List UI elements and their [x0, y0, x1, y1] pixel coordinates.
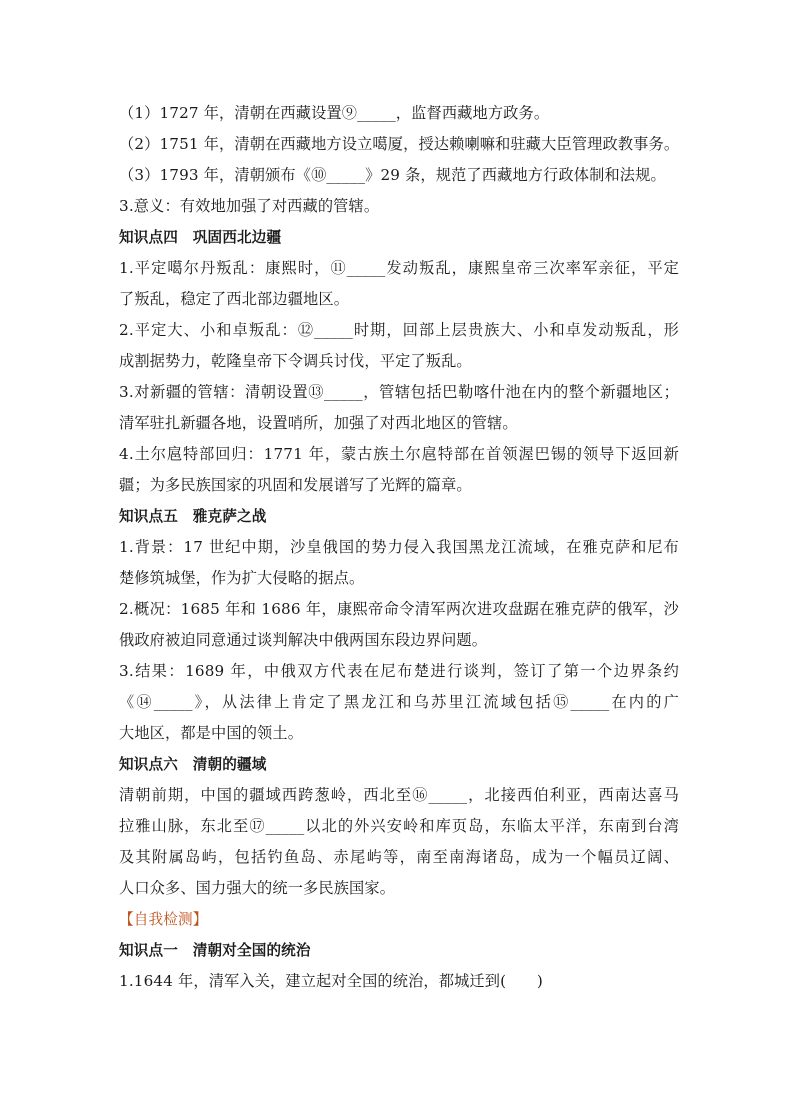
text-line: 人口众多、国力强大的统一多民族国家。: [119, 879, 396, 897]
text-line: 楚修筑城堡，作为扩大侵略的据点。: [119, 569, 365, 587]
text-line: 1.背景：17 世纪中期，沙皇俄国的势力侵入我国黑龙江流域，在雅克萨和尼布: [119, 538, 679, 556]
section-heading: 知识点五 雅克萨之战: [119, 508, 267, 525]
text-line: 3.意义：有效地加强了对西藏的管辖。: [119, 197, 380, 215]
text-line: 清军驻扎新疆各地，设置哨所，加强了对西北地区的管辖。: [119, 414, 518, 432]
text-line: 清朝前期，中国的疆域西跨葱岭，西北至⑯_____，北接西伯利亚，西南达喜马: [119, 786, 679, 804]
text-line: （2）1751 年，清朝在西藏地方设立噶厦，授达赖喇嘛和驻藏大臣管理政教事务。: [119, 135, 679, 153]
text-line: （3）1793 年，清朝颁布《⑩_____》29 条，规范了西藏地方行政体制和法规。: [119, 166, 666, 184]
text-line: 疆；为多民族国家的巩固和发展谱写了光辉的篇章。: [119, 476, 472, 494]
text-line: 大地区，都是中国的领土。: [119, 724, 304, 742]
self-check-tag: 【自我检测】: [119, 911, 208, 928]
text-line: 1.平定噶尔丹叛乱：康熙时，⑪_____发动叛乱，康熙皇帝三次率军亲征，平定: [119, 259, 679, 277]
text-line: 3.结果：1689 年，中俄双方代表在尼布楚进行谈判，签订了第一个边界条约: [119, 662, 679, 680]
text-line: 2.概况：1685 年和 1686 年，康熙帝命令清军两次进攻盘踞在雅克萨的俄军，沙: [119, 600, 679, 618]
question-line: 1.1644 年，清军入关，建立起对全国的统治，都城迁到( ): [119, 972, 543, 990]
document-page: [119, 98, 679, 997]
text-line: 3.对新疆的管辖：清朝设置⑬_____，管辖包括巴勒喀什池在内的整个新疆地区；: [119, 383, 679, 401]
section-heading: 知识点六 清朝的疆域: [119, 756, 267, 773]
text-line: 俄政府被迫同意通过谈判解决中俄两国东段边界问题。: [119, 631, 488, 649]
text-line: 及其附属岛屿，包括钓鱼岛、赤尾屿等，南至南海诸岛，成为一个幅员辽阔、: [119, 848, 679, 866]
text-line: 《⑭_____》，从法律上肯定了黑龙江和乌苏里江流域包括⑮_____在内的广: [119, 693, 679, 711]
text-line: 2.平定大、小和卓叛乱：⑫_____时期，回部上层贵族大、小和卓发动叛乱，形: [119, 321, 679, 339]
text-line: （1）1727 年，清朝在西藏设置⑨_____，监督西藏地方政务。: [119, 104, 550, 122]
text-line: 4.土尔扈特部回归：1771 年，蒙古族土尔扈特部在首领渥巴锡的领导下返回新: [119, 445, 679, 463]
text-line: 成割据势力，乾隆皇帝下令调兵讨伐，平定了叛乱。: [119, 352, 472, 370]
text-line: 拉雅山脉，东北至⑰_____以北的外兴安岭和库页岛，东临太平洋，东南到台湾: [119, 817, 679, 835]
section-heading: 知识点四 巩固西北边疆: [119, 229, 282, 246]
text-line: 了叛乱，稳定了西北部边疆地区。: [119, 290, 350, 308]
section-heading: 知识点一 清朝对全国的统治: [119, 942, 311, 959]
